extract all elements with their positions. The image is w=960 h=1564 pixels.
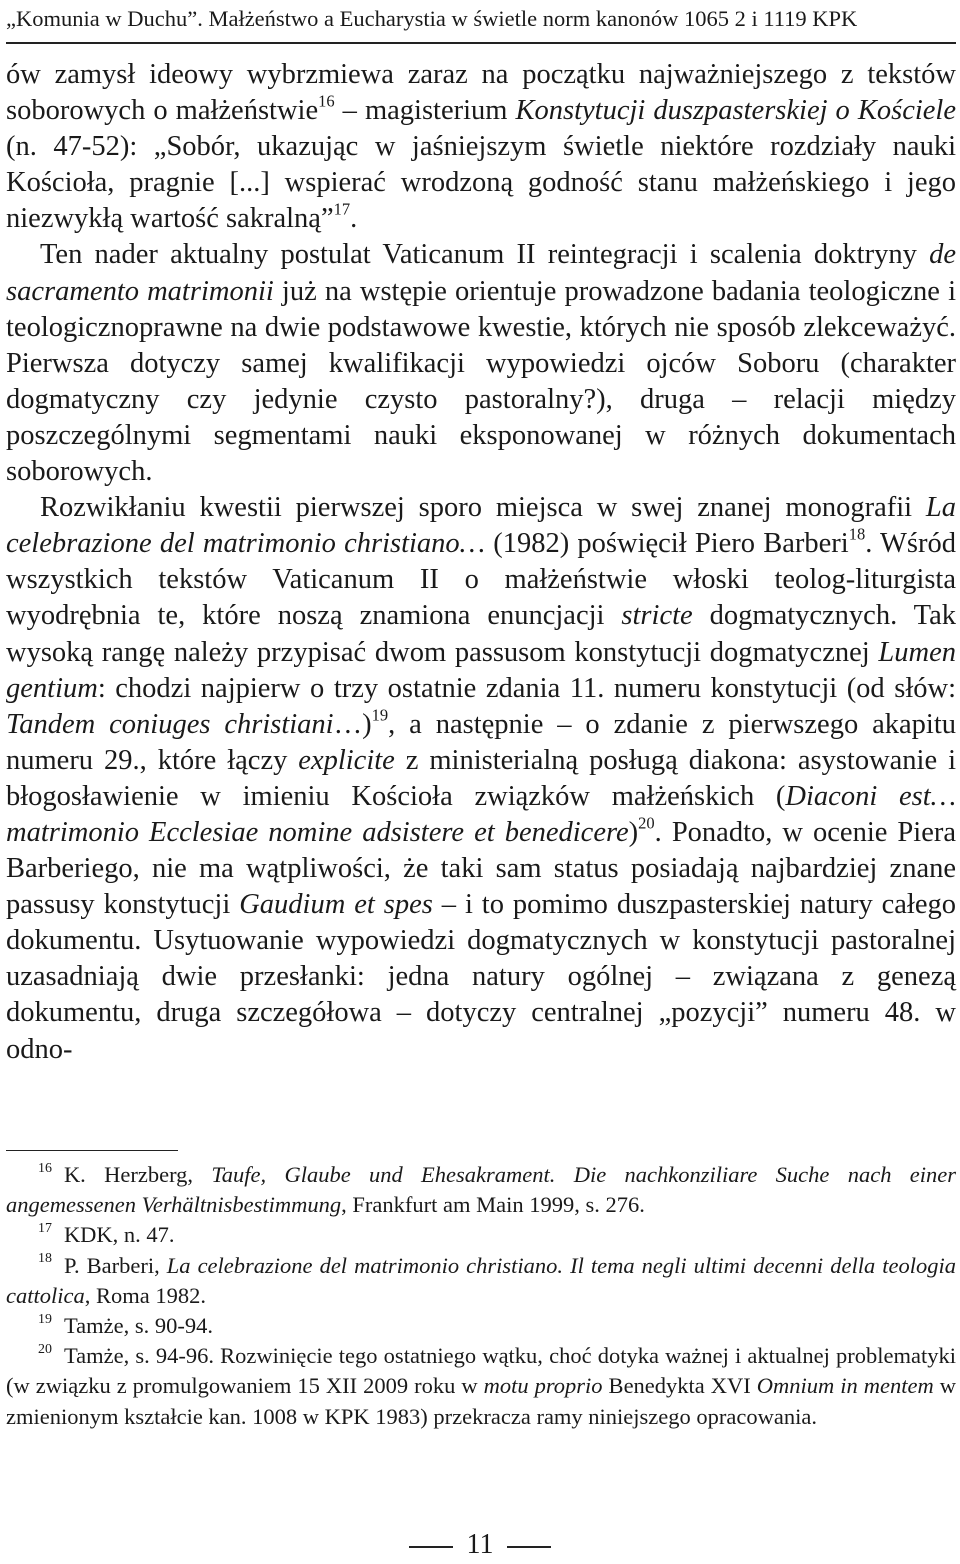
text-run: …) — [333, 708, 372, 740]
footnote-ref: 20 — [38, 1341, 52, 1357]
italic-text: Diaconi est… matrimonio Ecclesiae nomine adsistere et benedicere — [6, 780, 956, 848]
text-run: , a następnie – o zdanie z pierwszego akapitu numeru 29., które łączy — [6, 708, 956, 776]
footnote-19 — [6, 1311, 956, 1341]
footnote-ref: 18 — [848, 524, 866, 544]
italic-text: explicite — [298, 744, 395, 776]
footnote-20 — [6, 1341, 956, 1432]
italic-text: de sacramento matrimonii — [6, 239, 956, 307]
header-rule — [6, 42, 956, 44]
text-run: – magisterium — [334, 95, 516, 127]
paragraph-3 — [6, 490, 956, 1068]
text-run: Rozwikłaniu kwestii pierwszej sporo miejsca w swej znanej monografii — [40, 492, 926, 524]
text-run: dogmatycznych. Tak wysoką rangę należy przypisać dwom passusom konstytucji dogmatycznej — [6, 600, 956, 668]
footnote-rule — [6, 1150, 178, 1151]
italic-text: Tandem coniuges christiani — [6, 708, 334, 740]
text-run: – i to pomimo duszpasterskiej natury całego dokumentu. Usytuowanie wypowiedzi dogmatycznych w konstytucji pastoralnej uzasadniają dwie przesłanki: jedna natury ogólnej – związana z genezą dokumentu, druga szczegółowa – dotyczy centralnej „pozycji” numeru 48. w odno- — [6, 889, 957, 1065]
footnote-ref: 19 — [371, 705, 389, 725]
footnote-ref: 17 — [38, 1220, 52, 1236]
italic-text: Lumen gentium — [6, 636, 956, 704]
italic-text: La celebrazione del matrimonio christiano… — [6, 492, 956, 560]
text-run: . Wśród wszystkich tekstów Vaticanum II o małżeństwie włoski teolog-liturgista wyodrębnia te, które noszą znamiona enuncjacji — [6, 528, 957, 632]
text-run: P. Barberi, — [63, 1252, 167, 1278]
text-run: ) — [628, 816, 639, 848]
text-run: Benedykta XVI — [602, 1373, 757, 1399]
text-run: Tamże, s. 90-94. — [63, 1313, 213, 1339]
text-run: Ten nader aktualny postulat Vaticanum II reintegracji i scalenia doktryny — [40, 239, 930, 271]
page-number: 11 — [466, 1529, 494, 1560]
footnotes — [6, 1160, 956, 1432]
text-run: . Ponadto, w ocenie Piera Barberiego, nie ma wątpliwości, że taki sam status posiadają najbardziej znane passusy konstytucji — [6, 816, 956, 921]
text-run: : chodzi najpierw o trzy ostatnie zdania 11. numeru konstytucji (od słów: — [97, 672, 956, 704]
italic-text: Konstytucji duszpasterskiej o Kościele — [515, 95, 956, 127]
text-run: K. Herzberg, — [63, 1162, 212, 1187]
footnote-ref: 20 — [638, 813, 655, 833]
italic-text: Omnium in mentem — [756, 1373, 934, 1399]
running-header: „Komunia w Duchu”. Małżeństwo a Eucharystia w świetle norm kanonów 1065 2 i 1119 KPK — [6, 6, 858, 31]
italic-text: Gaudium et spes — [239, 889, 433, 921]
text-run: (1982) poświęcił Piero Barberi — [485, 528, 849, 560]
paragraph-1 — [6, 57, 956, 237]
page-number-block — [0, 1528, 960, 1562]
footnote-ref: 19 — [38, 1311, 52, 1327]
footnote-ref: 17 — [333, 199, 351, 219]
text-run: KDK, n. 47. — [63, 1222, 175, 1248]
footnote-ref: 16 — [38, 1160, 52, 1176]
footnote-ref: 16 — [318, 91, 335, 111]
text-run: już na wstępie orientuje prowadzone badania teologiczne i teologicznoprawne na dwie podstawowe kwestie, których nie sposób zlekceważyć. Pierwsza dotyczy samej kwalifikacji wypowiedzi ojców Soboru (charakter dogmatyczny czy jedynie czysto pastoralny?), druga – relacji między poszczególnymi segmentami nauki eksponowanej w różnych dokumentach soborowych. — [6, 275, 956, 488]
main-text — [6, 57, 956, 1068]
text-run: , Roma 1982. — [84, 1282, 206, 1308]
page-number-dash-right — [507, 1546, 551, 1548]
footnote-ref: 18 — [38, 1251, 52, 1267]
text-run: w zmienionym kształcie kan. 1008 w KPK 1983) przekracza ramy niniejszego opracowania. — [6, 1373, 956, 1429]
text-run: (n. 47-52): „Sobór, ukazując w jaśniejszym świetle niektóre rozdziały nauki Kościoła, pragnie [...] wspierać wrodzoną godność stanu małżeńskiego i jego niezwykłą wartość sakralną” — [6, 131, 956, 235]
footnote-17 — [6, 1220, 956, 1250]
footnote-18 — [6, 1251, 956, 1311]
italic-text: stricte — [621, 600, 693, 632]
italic-text: La celebrazione del matrimonio christiano. Il tema negli ultimi decenni della teologia cattolica — [6, 1252, 956, 1308]
paragraph-2 — [6, 237, 956, 490]
italic-text: motu proprio — [483, 1373, 603, 1399]
italic-text: Taufe, Glaube und Ehesakrament. Die nachkonziliare Suche nach einer angemessenen Verhältnisbestimmung — [6, 1162, 956, 1218]
text-run: Tamże, s. 94-96. Rozwinięcie tego ostatniego wątku, choć dotyka ważnej i aktualnej problematyki (w związku z promulgowaniem 15 XII 2009 roku w — [6, 1343, 956, 1399]
text-run: . — [350, 203, 358, 235]
page-number-dash-left — [409, 1546, 453, 1548]
text-run: , Frankfurt am Main 1999, s. 276. — [341, 1192, 645, 1218]
footnote-16 — [6, 1160, 956, 1220]
text-run: z ministerialną posługą diakona: asystowanie i błogosławienie w imieniu Kościoła związków małżeńskich ( — [6, 744, 956, 812]
text-run: ów zamysł ideowy wybrzmiewa zaraz na początku najważniejszego z tekstów soborowych o małżeństwie — [6, 59, 956, 127]
